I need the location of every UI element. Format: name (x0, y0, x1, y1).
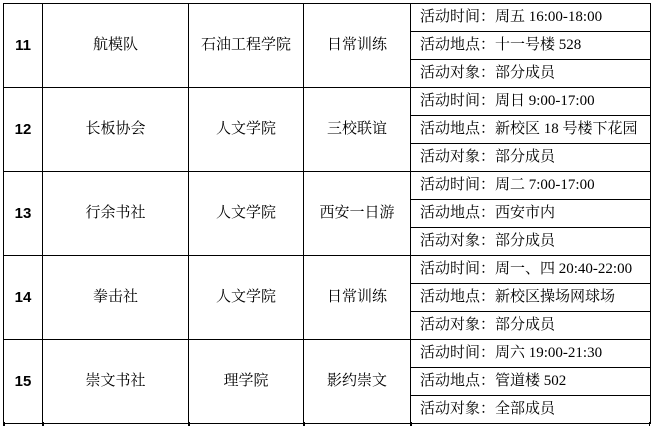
table-row (4, 256, 651, 284)
college-cell: 理学院 (189, 340, 304, 424)
club-activity-table (3, 3, 651, 424)
row-number-cell: 14 (4, 256, 43, 340)
detail-audience-cell: 活动对象：部分成员 (411, 312, 651, 340)
detail-time-cell: 活动时间：周日 9:00-17:00 (411, 88, 651, 116)
activity-type-cell: 三校联谊 (304, 88, 411, 172)
club-name-cell: 行余书社 (43, 172, 189, 256)
college-cell: 人文学院 (189, 256, 304, 340)
table-row (4, 4, 651, 32)
club-name-cell: 拳击社 (43, 256, 189, 340)
college-cell: 石油工程学院 (189, 4, 304, 88)
activity-type-cell: 影约崇文 (304, 340, 411, 424)
activity-type-cell: 西安一日游 (304, 172, 411, 256)
club-name-cell: 长板协会 (43, 88, 189, 172)
detail-time-cell: 活动时间：周五 16:00-18:00 (411, 4, 651, 32)
row-number-cell: 15 (4, 340, 43, 424)
detail-location-cell: 活动地点：新校区 18 号楼下花园 (411, 116, 651, 144)
table-row (4, 172, 651, 200)
row-number-cell: 13 (4, 172, 43, 256)
detail-audience-cell: 活动对象：部分成员 (411, 60, 651, 88)
next-row-partial (3, 422, 650, 426)
detail-audience-cell: 活动对象：部分成员 (411, 144, 651, 172)
detail-audience-cell: 活动对象：全部成员 (411, 396, 651, 424)
detail-audience-cell: 活动对象：部分成员 (411, 228, 651, 256)
college-cell: 人文学院 (189, 88, 304, 172)
detail-time-cell: 活动时间：周六 19:00-21:30 (411, 340, 651, 368)
row-number-cell: 12 (4, 88, 43, 172)
college-cell: 人文学院 (189, 172, 304, 256)
detail-time-cell: 活动时间：周二 7:00-17:00 (411, 172, 651, 200)
detail-location-cell: 活动地点：新校区操场网球场 (411, 284, 651, 312)
detail-location-cell: 活动地点：十一号楼 528 (411, 32, 651, 60)
detail-time-cell: 活动时间：周一、四 20:40-22:00 (411, 256, 651, 284)
detail-location-cell: 活动地点：西安市内 (411, 200, 651, 228)
club-name-cell: 航模队 (43, 4, 189, 88)
row-number-cell: 11 (4, 4, 43, 88)
club-name-cell: 崇文书社 (43, 340, 189, 424)
activity-type-cell: 日常训练 (304, 256, 411, 340)
table-row (4, 88, 651, 116)
detail-location-cell: 活动地点：管道楼 502 (411, 368, 651, 396)
activity-type-cell: 日常训练 (304, 4, 411, 88)
table-row (4, 340, 651, 368)
